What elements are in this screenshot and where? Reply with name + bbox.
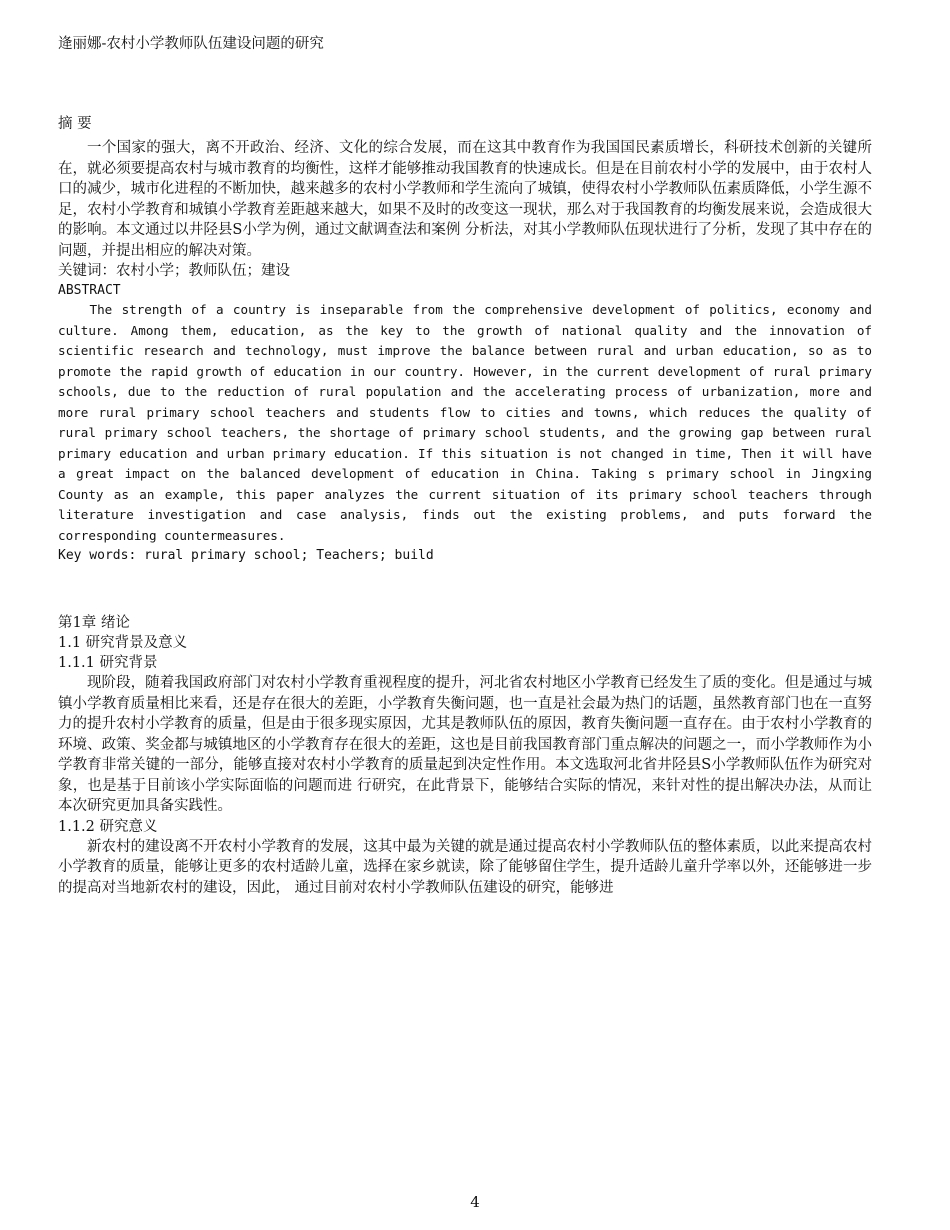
section-heading-1-1-2: 1.1.2 研究意义	[58, 818, 158, 835]
page-content	[58, 114, 872, 898]
section-heading-1-1: 1.1 研究背景及意义	[58, 635, 188, 651]
page-number: 4	[470, 1193, 480, 1211]
abstract-en-heading: ABSTRACT	[58, 283, 121, 298]
paragraph-significance: 新农村的建设离不开农村小学教育的发展，这其中最为关键的就是通过提高农村小学教师队伍的整体素质，以此来提高农村小学教育的质量，能够让更多的农村适龄儿童，选择在家乡就读，除了能够留住学生，提升适龄儿童升学率以外，还能够进一步的提高对当地新农村的建设，因此， 通过目前对农村小学教师队伍建设的研究，能够进	[58, 838, 872, 896]
abstract-zh-body: 一个国家的强大，离不开政治、经济、文化的综合发展，而在这其中教育作为我国国民素质增长，科研技术创新的关键所在，就必须要提高农村与城市教育的均衡性，这样才能够推动我国教育的快速成长。但是在目前农村小学的发展中，由于农村人口的减少，城市化进程的不断加快，越来越多的农村小学教师和学生流向了城镇，使得农村小学教师队伍素质降低，小学生源不足，农村小学教育和城镇小学教育差距越来越大，如果不及时的改变这一现状，那么对于我国教育的均衡发展来说，会造成很大的影响。本文通过以井陉县S小学为例，通过文献调查法和案例 分析法，对其小学教师队伍现状进行了分析，发现了其中存在的问题，并提出相应的解决对策。	[58, 140, 872, 259]
keywords-en: Key words: rural primary school; Teachers; build	[58, 548, 434, 563]
chapter-title: 第1章 绪论	[58, 615, 130, 631]
abstract-en-body: The strength of a country is inseparable from the comprehensive development of politics, economy and culture. Among them, education, as the key to the growth of national quality and the innovation of scientific research and technology, must improve the balance between rural and urban education, so as to promote the rapid growth of education in our country. However, in the current development of rural primary schools, due to the reduction of rural population and the accelerating process of urbanization, more and more rural primary school teachers and students flow to cities and towns, which reduces the quality of rural primary school teachers, the shortage of primary school students, and the growing gap between rural primary education and urban primary education. If this situation is not changed in time, Then it will have a great impact on the balanced development of education in China. Taking s primary school in Jingxing County as an example, this paper analyzes the current situation of its primary school teachers through literature investigation and case analysis, finds out the existing problems, and puts forward the corresponding countermeasures.	[58, 302, 872, 543]
running-header: 逄丽娜-农村小学教师队伍建设问题的研究	[58, 36, 324, 52]
abstract-zh-heading: 摘 要	[58, 116, 92, 132]
section-heading-1-1-1: 1.1.1 研究背景	[58, 655, 158, 671]
keywords-zh: 关键词：农村小学；教师队伍；建设	[58, 263, 290, 279]
paragraph-background: 现阶段，随着我国政府部门对农村小学教育重视程度的提升，河北省农村地区小学教育已经发生了质的变化。但是通过与城镇小学教育质量相比来看，还是存在很大的差距，小学教育失衡问题，也一直是社会最为热门的话题，虽然教育部门也在一直努力的提升农村小学教育的质量，但是由于很多现实原因，尤其是教师队伍的原因，教育失衡问题一直存在。由于农村小学教育的环境、政策、奖金都与城镇地区的小学教育存在很大的差距，这也是目前我国教育部门重点解决的问题之一，而小学教师作为小学教育非常关键的一部分，能够直接对农村小学教育的质量起到决定性作用。本文选取河北省井陉县S小学教师队伍作为研究对象，也是基于目前该小学实际面临的问题而进 行研究，在此背景下，能够结合实际的情况，来针对性的提出解决办法，从而让本次研究更加具备实践性。	[58, 675, 872, 814]
